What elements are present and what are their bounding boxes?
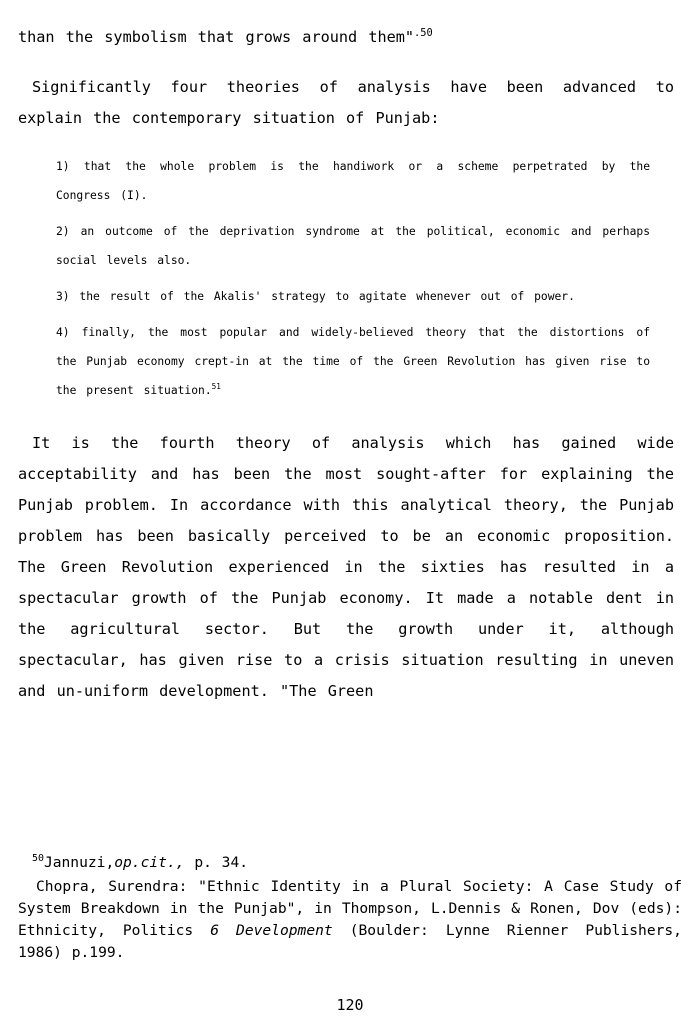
intro-paragraph: Significantly four theories of analysis have been advanced to explain the contemporary situation of Punjab: [18, 78, 674, 127]
list-item [56, 282, 650, 311]
footnote-50 [18, 852, 682, 874]
page-number: 120 [336, 996, 364, 1014]
list-item-text: finally, the most popular and widely-believed theory that the distortions of the Punjab economy crept-in at the time of the Green Revolution has given rise to the present situation. [56, 326, 650, 397]
footnote-number-50: 50 [32, 853, 44, 865]
footnote-51 [18, 876, 682, 964]
continued-quote-line [18, 22, 674, 52]
list-item-number: 4) [56, 326, 70, 339]
footnote-51-part2: (Boulder: Lynne Rienner Publishers, 1986) p.199. [18, 922, 682, 961]
list-item-text: an outcome of the deprivation syndrome at the political, economic and perhaps social levels also. [56, 225, 650, 267]
spacer [18, 412, 674, 428]
theories-list [18, 152, 674, 405]
footnote-ref-51: 51 [211, 382, 221, 392]
footnotes-section [18, 852, 682, 964]
list-item [56, 217, 650, 275]
list-item [56, 318, 650, 405]
footnote-ref-50: .50 [414, 26, 433, 39]
footnote-50-title: op.cit., [114, 854, 185, 871]
list-item-number: 1) [56, 160, 70, 173]
list-item-number: 2) [56, 225, 70, 238]
list-item [56, 152, 650, 210]
footnote-50-rest: p. 34. [194, 854, 249, 871]
footnote-50-author: Jannuzi, [43, 854, 115, 871]
list-item-text: the result of the Akalis' strategy to agitate whenever out of power. [79, 290, 575, 303]
footnote-51-title: 6 Development [210, 922, 333, 939]
footnote-51-part1: Chopra, Surendra: "Ethnic Identity in a Plural Society: A Case Study of System Breakdown in the Punjab", in Thompson, L.Dennis & Ronen, Dov (eds): Ethnicity, Politics [18, 878, 682, 939]
continued-quote-text: than the symbolism that grows around them" [18, 28, 415, 46]
main-paragraph: It is the fourth theory of analysis which has gained wide acceptability and has been the most sought-after for explaining the Punjab problem. In accordance with this analytical theory, the Punjab problem has been basically perceived to be an economic proposition. The Green Revolution experienced in the sixties has resulted in a spectacular growth of the Punjab economy. It made a notable dent in the agricultural sector. But the growth under it, although spectacular, has given rise to a crisis situation resulting in uneven and un-uniform development. "The Green [18, 434, 674, 700]
list-item-text: that the whole problem is the handiwork or a scheme perpetrated by the Congress (I). [56, 160, 650, 202]
list-item-number: 3) [56, 290, 70, 303]
